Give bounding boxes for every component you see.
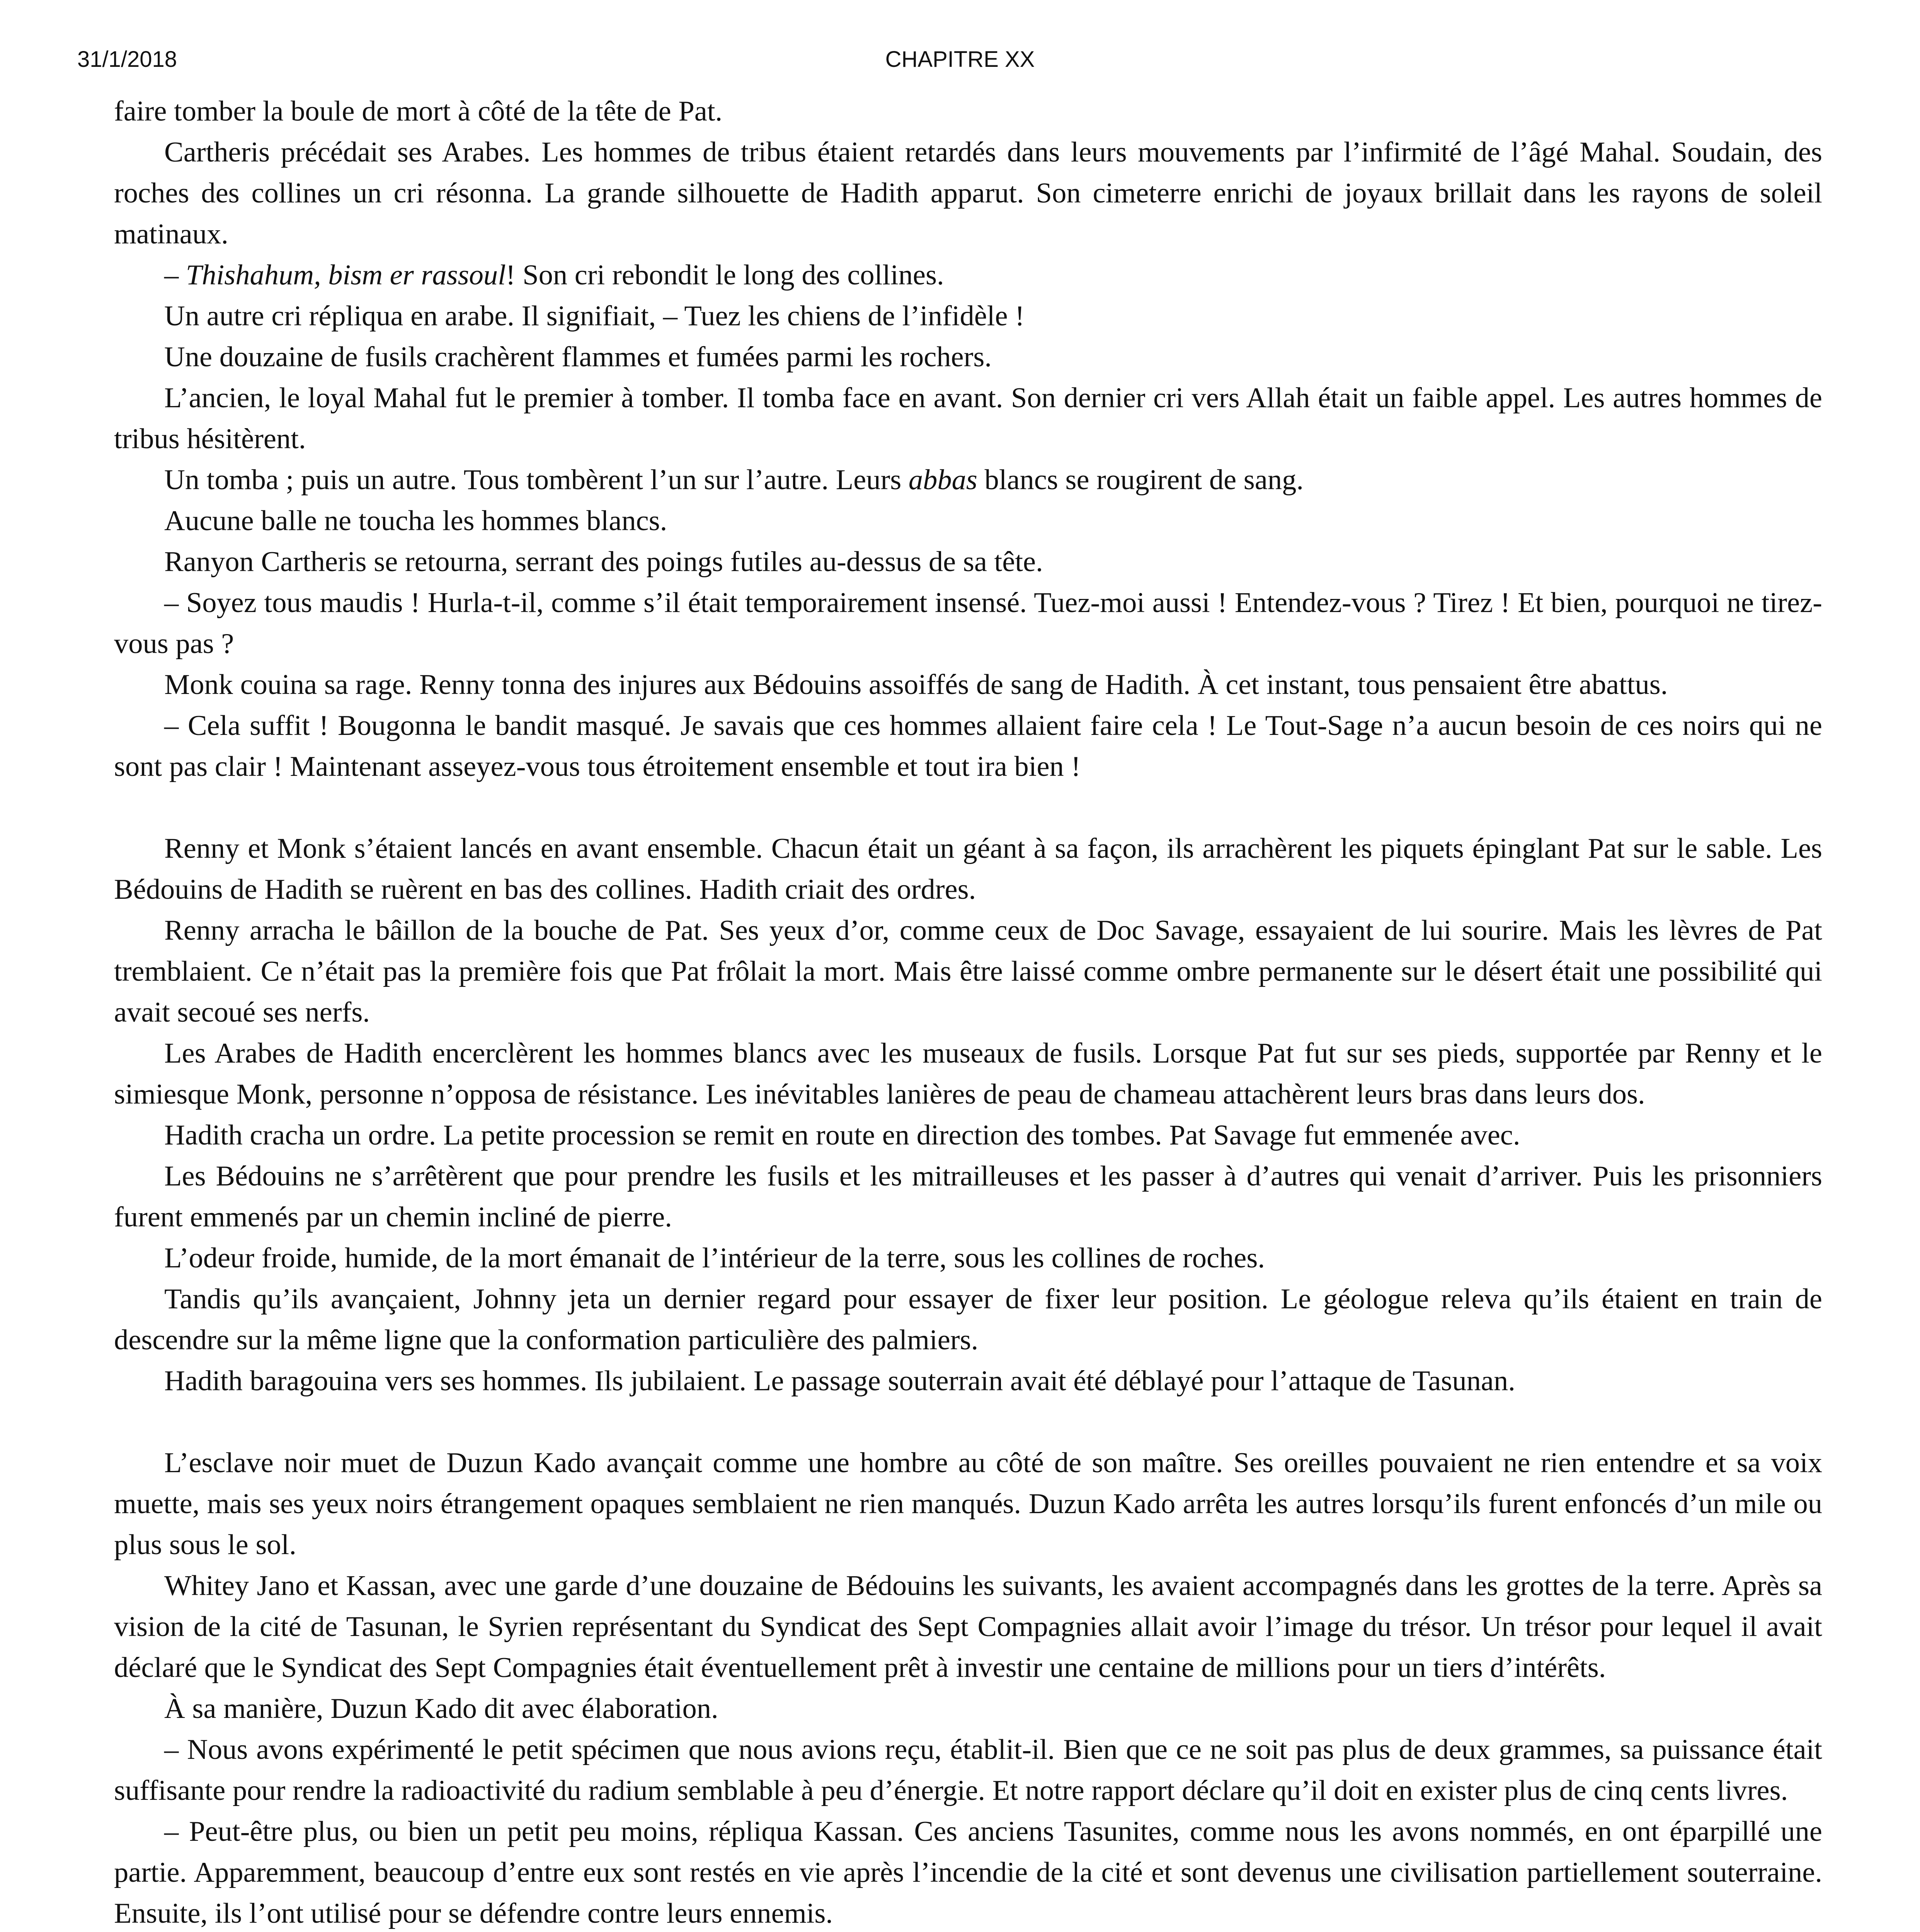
paragraph: L’ancien, le loyal Mahal fut le premier à tomber. Il tomba face en avant. Son dernier cri vers Allah était un faible appel. Les autres hommes de tribus hésitèrent. (114, 382, 1822, 455)
paragraph: À sa manière, Duzun Kado dit avec élaboration. (164, 1693, 718, 1725)
paragraph: Un autre cri répliqua en arabe. Il signifiait, – Tuez les chiens de l’infidèle ! (164, 300, 1025, 332)
paragraph: – Cela suffit ! Bougonna le bandit masqué. Je savais que ces hommes allaient faire cela ! Le Tout-Sage n’a aucun besoin de ces noirs qui ne sont pas clair ! Maintenant asseyez-vous tous étroitement ensemble et tout ira bien ! (114, 710, 1822, 782)
paragraph: Whitey Jano et Kassan, avec une garde d’une douzaine de Bédouins les suivants, les avaient accompagnés dans les grottes de la terre. Après sa vision de la cité de Tasunan, le Syrien représentant du Syndicat des Sept Compagnies allait avoir l’image du trésor. Un trésor pour lequel il avait déclaré que le Syndicat des Sept Compagnies était éventuellement prêt à investir une centaine de millions pour un tiers d’intérêts. (114, 1570, 1822, 1684)
paragraph: – Soyez tous maudis ! Hurla-t-il, comme s’il était temporairement insensé. Tuez-moi aussi ! Entendez-vous ? Tirez ! Et bien, pourquoi ne tirez-vous pas ? (114, 587, 1822, 660)
paragraph: Hadith cracha un ordre. La petite procession se remit en route en direction des tombes. Pat Savage fut emmenée avec. (164, 1119, 1520, 1151)
italic-text: Thishahum, bism er rassoul (186, 259, 506, 291)
paragraph: Cartheris précédait ses Arabes. Les hommes de tribus étaient retardés dans leurs mouvements par l’infirmité de l’âgé Mahal. Soudain, des roches des collines un cri résonna. La grande silhouette de Hadith apparut. Son cimeterre enrichi de joyaux brillait dans les rayons de soleil matinaux. (114, 136, 1822, 250)
paragraph: Renny et Monk s’étaient lancés en avant ensemble. Chacun était un géant à sa façon, ils arrachèrent les piquets épinglant Pat sur le sable. Les Bédouins de Hadith se ruèrent en bas des collines. Hadith criait des ordres. (114, 833, 1822, 905)
text-run: – (164, 259, 186, 291)
paragraph (114, 255, 1822, 296)
paragraph: – Peut-être plus, ou bien un petit peu moins, répliqua Kassan. Ces anciens Tasunites, comme nous les avons nommés, en ont éparpillé une partie. Apparemment, beaucoup d’entre eux sont restés en vie après l’incendie de la cité et sont devenus une civilisation partiellement souterraine. Ensuite, ils l’ont utilisé pour se défendre contre leurs ennemis. (114, 1816, 1822, 1929)
paragraph: – Nous avons expérimenté le petit spécimen que nous avions reçu, établit-il. Bien que ce ne soit pas plus de deux grammes, sa puissance était suffisante pour rendre la radioactivité du radium semblable à peu d’énergie. Et notre rapport déclare qu’il doit en exister plus de cinq cents livres. (114, 1734, 1822, 1806)
text-run: blancs se rougirent de sang. (977, 464, 1304, 496)
print-date: 31/1/2018 (77, 47, 177, 72)
paragraph: Ranyon Cartheris se retourna, serrant des poings futiles au-dessus de sa tête. (164, 546, 1043, 578)
paragraph: Monk couina sa rage. Renny tonna des injures aux Bédouins assoiffés de sang de Hadith. À cet instant, tous pensaient être abattus. (164, 669, 1668, 701)
chapter-title: CHAPITRE XX (885, 47, 1035, 72)
section-break (114, 787, 1822, 828)
text-run: ! Son cri rebondit le long des collines. (506, 259, 944, 291)
paragraph (114, 459, 1822, 500)
paragraph: Hadith baragouina vers ses hommes. Ils jubilaient. Le passage souterrain avait été déblayé pour l’attaque de Tasunan. (164, 1365, 1515, 1397)
paragraph: faire tomber la boule de mort à côté de la tête de Pat. (114, 95, 723, 127)
text-run: Un tomba ; puis un autre. Tous tombèrent l’un sur l’autre. Leurs (164, 464, 909, 496)
paragraph: Les Arabes de Hadith encerclèrent les hommes blancs avec les museaux de fusils. Lorsque Pat fut sur ses pieds, supportée par Renny et le simiesque Monk, personne n’opposa de résistance. Les inévitables lanières de peau de chameau attachèrent leurs bras dans leurs dos. (114, 1037, 1822, 1110)
chapter-body (114, 91, 1822, 1932)
paragraph: Renny arracha le bâillon de la bouche de Pat. Ses yeux d’or, comme ceux de Doc Savage, essayaient de lui sourire. Mais les lèvres de Pat tremblaient. Ce n’était pas la première fois que Pat frôlait la mort. Mais être laissé comme ombre permanente sur le désert était une possibilité qui avait secoué ses nerfs. (114, 915, 1822, 1028)
paragraph: Aucune balle ne toucha les hommes blancs. (164, 505, 667, 537)
paragraph: L’esclave noir muet de Duzun Kado avançait comme une hombre au côté de son maître. Ses oreilles pouvaient ne rien entendre et sa voix muette, mais ses yeux noirs étrangement opaques semblaient ne rien manqués. Duzun Kado arrêta les autres lorsqu’ils furent enfoncés d’un mile ou plus sous le sol. (114, 1447, 1822, 1561)
italic-text: abbas (908, 464, 977, 496)
paragraph: Tandis qu’ils avançaient, Johnny jeta un dernier regard pour essayer de fixer leur position. Le géologue releva qu’ils étaient en train de descendre sur la même ligne que la conformation particulière des palmiers. (114, 1283, 1822, 1356)
paragraph: Les Bédouins ne s’arrêtèrent que pour prendre les fusils et les mitrailleuses et les passer à d’autres qui venait d’arriver. Puis les prisonniers furent emmenés par un chemin incliné de pierre. (114, 1160, 1822, 1233)
paragraph: Une douzaine de fusils crachèrent flammes et fumées parmi les rochers. (164, 341, 992, 373)
paragraph: L’odeur froide, humide, de la mort émanait de l’intérieur de la terre, sous les collines de roches. (164, 1242, 1265, 1274)
section-break (114, 1401, 1822, 1442)
